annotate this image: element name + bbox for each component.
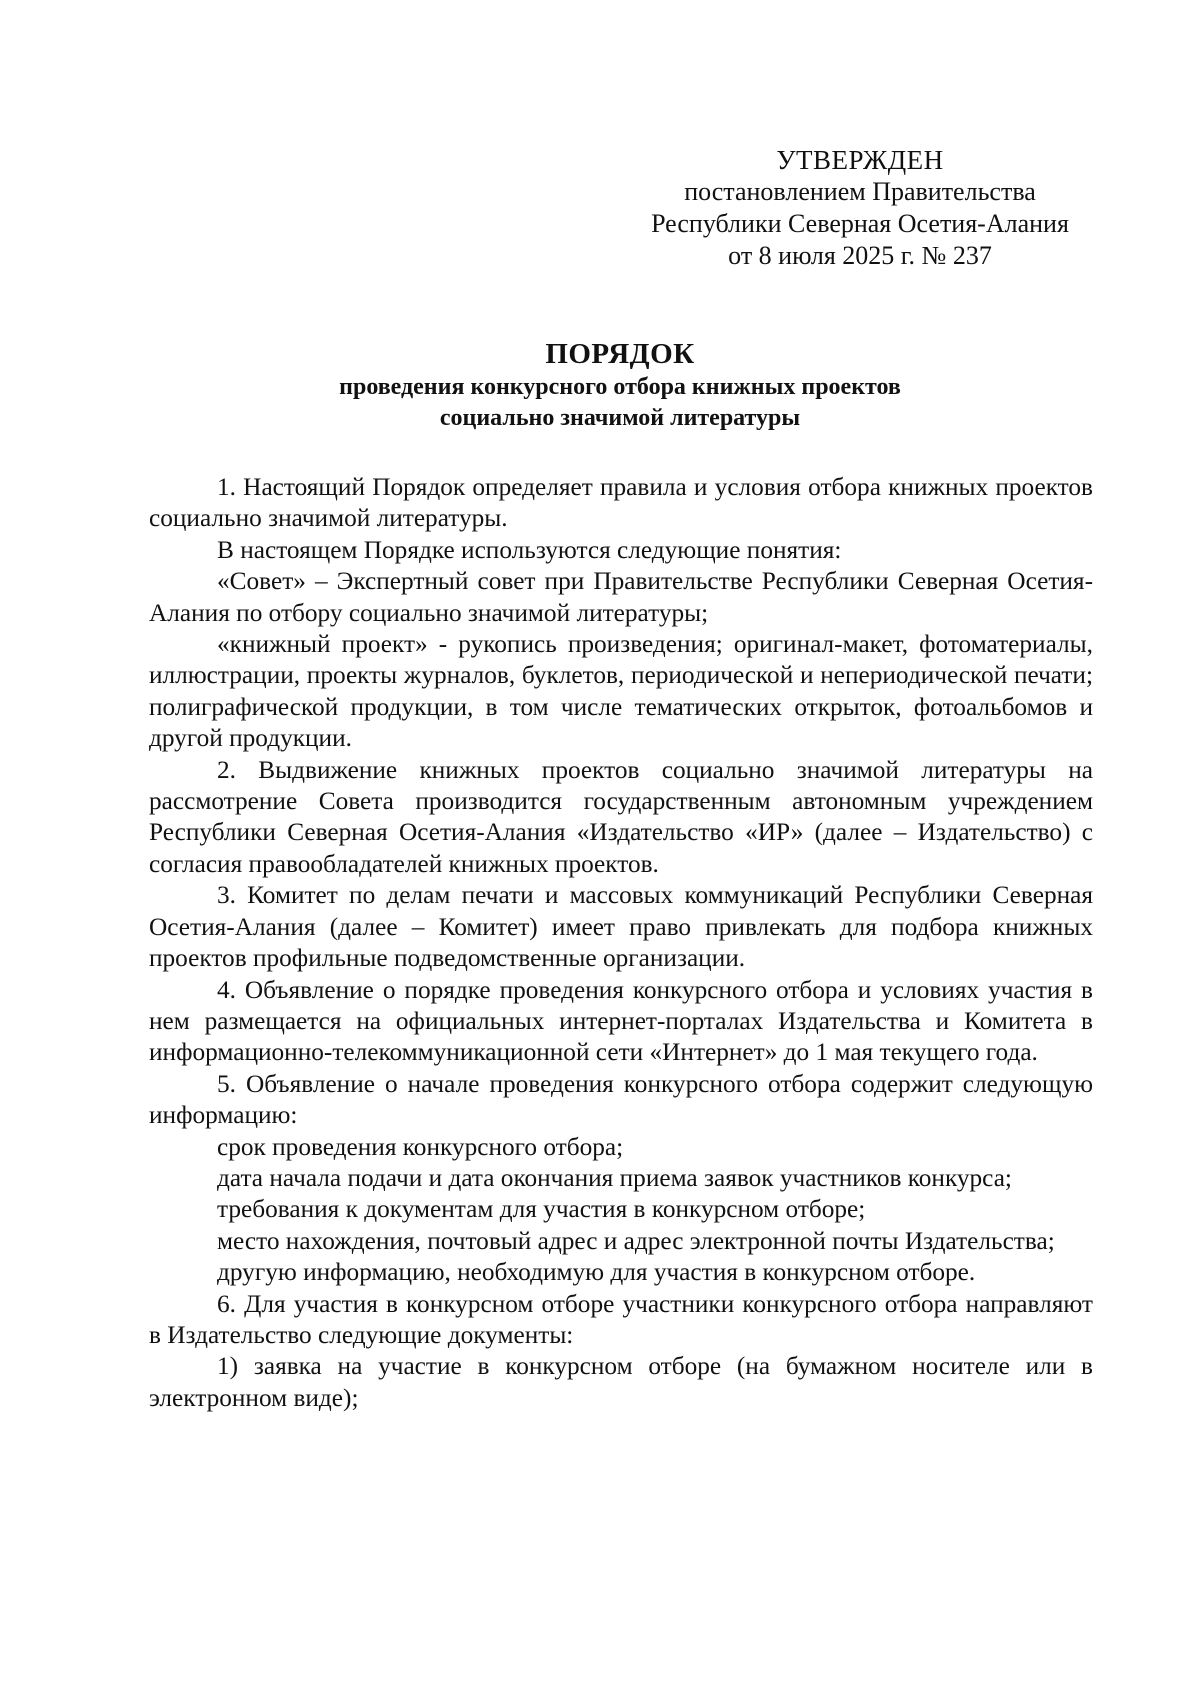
title-subtitle: проведения конкурсного отбора книжных проектов	[339, 374, 901, 400]
paragraph: 3. Комитет по делам печати и массовых коммуникаций Республики Северная Осетия-Алания (далее – Комитет) имеет право привлекать для подбора книжных проектов профильные подведомственные организации.	[149, 881, 1093, 973]
paragraph: В настоящем Порядке используются следующие понятия:	[217, 535, 842, 564]
approval-stamp	[625, 144, 1095, 272]
paragraph: 1. Настоящий Порядок определяет правила и условия отбора книжных проектов социально значимой литературы.	[149, 473, 1093, 533]
paragraph: «Совет» – Экспертный совет при Правительстве Республики Северная Осетия-Алания по отбору социально значимой литературы;	[149, 567, 1093, 627]
paragraph: 5. Объявление о начале проведения конкурсного отбора содержит следующую информацию:	[149, 1069, 1093, 1130]
paragraph: дата начала подачи и дата окончания приема заявок участников конкурса;	[217, 1163, 1012, 1192]
paragraph: другую информацию, необходимую для участия в конкурсном отборе.	[217, 1258, 976, 1287]
approval-line: Республики Северная Осетия-Алания	[651, 209, 1069, 238]
title-subtitle: социально значимой литературы	[439, 405, 801, 431]
paragraph: место нахождения, почтовый адрес и адрес электронной почты Издательства;	[217, 1226, 1055, 1255]
paragraph: срок проведения конкурсного отбора;	[217, 1132, 624, 1161]
document-title	[150, 336, 1090, 434]
paragraph: 4. Объявление о порядке проведения конкурсного отбора и условиях участия в нем размещается на официальных интернет-порталах Издательства и Комитета в информационно-телекоммуникационной сети «Интернет» до 1 мая текущего года.	[149, 975, 1093, 1067]
title-main: ПОРЯДОК	[545, 338, 695, 370]
document-body	[149, 472, 1093, 1414]
paragraph: 6. Для участия в конкурсном отборе участники конкурсного отбора направляют в Издательство следующие документы:	[149, 1289, 1093, 1349]
paragraph: 2. Выдвижение книжных проектов социально значимой литературы на рассмотрение Совета производится государственным автономным учреждением Республики Северная Осетия-Алания «Издательство «ИР» (далее – Издательство) с согласия правообладателей книжных проектов.	[149, 755, 1093, 878]
paragraph: 1) заявка на участие в конкурсном отборе (на бумажном носителе или в электронном виде);	[149, 1352, 1093, 1412]
paragraph: «книжный проект» - рукопись произведения; оригинал-макет, фотоматериалы, иллюстрации, проекты журналов, буклетов, периодической и непериодической печати; полиграфической продукции, в том числе тематических открыток, фотоальбомов и другой продукции.	[149, 630, 1093, 753]
approval-date-number: от 8 июля 2025 г. № 237	[728, 241, 992, 270]
approval-line: постановлением Правительства	[684, 177, 1036, 206]
approval-heading: УТВЕРЖДЕН	[776, 145, 944, 175]
paragraph: требования к документам для участия в конкурсном отборе;	[217, 1195, 866, 1224]
